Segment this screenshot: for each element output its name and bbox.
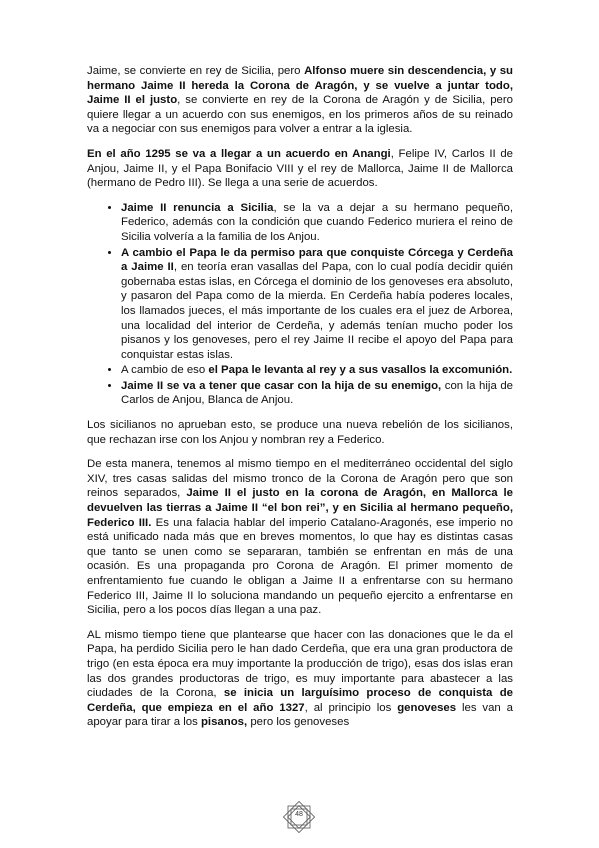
paragraph: Los sicilianos no aprueban esto, se produce una nueva rebelión de los sicilianos, que rechazan irse con los Anjou y nombran rey a Federico.	[87, 419, 513, 446]
paragraph: AL mismo tiempo tiene que plantearse que hacer con las donaciones que le da el Papa, ha perdido Sicilia pero le han dado Cerdeña, que era una gran productora de trigo (en esta época era muy importante la producción de trigo), esas dos islas eran las dos grandes productoras de trigo, es muy importante para abastecer a las ciudades de la Corona, se inicia un larguísimo proceso de conquista de Cerdeña, que empieza en el año 1327, al principio los genoveses les van a apoyar para tirar a los pisanos, pero los genoveses	[87, 628, 513, 729]
agreement-list	[87, 201, 513, 408]
intro-paragraphs	[87, 64, 513, 191]
body-paragraphs	[87, 418, 513, 730]
list-item: • Jaime II se va a tener que casar con la hija de su enemigo, con la hija de Carlos de Anjou, Blanca de Anjou.	[121, 379, 513, 408]
list-item: • Jaime II renuncia a Sicilia, se la va a dejar a su hermano pequeño, Federico, además con la condición que cuando Federico muriera el reino de Sicilia volvería a la familia de los Anjou.	[121, 201, 513, 245]
list-item: • A cambio de eso el Papa le levanta al rey y a sus vasallos la excomunión.	[121, 363, 513, 378]
paragraph: De esta manera, tenemos al mismo tiempo en el mediterráneo occidental del siglo XIV, tres casas salidas del mismo tronco de la Corona de Aragón pero que son reinos separados, Jaime II el justo en la corona de Aragón, en Mallorca le devuelven las tierras a Jaime II “el bon rei”, y en Sicilia al hermano pequeño, Federico III. Es una falacia hablar del imperio Catalano-Aragonés, ese imperio no está unificado nada más que en breves momentos, lo que hay es distintas casas que tanto se unen como se separaran, también se enfrentan en más de una ocasión. Es una propaganda pro Corona de Aragón. El primer momento de enfrentamiento fue cuando le obligan a Jaime II a enfrentarse con su hermano Federico III, Jaime II lo soluciona mandando un pequeño ejercito a enfrentarse en Sicilia, pero a los pocos días llegan a una paz.	[87, 458, 513, 617]
paragraph: En el año 1295 se va a llegar a un acuerdo en Anangi, Felipe IV, Carlos II de Anjou, Jaime II, y el Papa Bonifacio VIII y el rey de Mallorca, Jaime II de Mallorca (hermano de Pedro III). Se llega a una serie de acuerdos.	[87, 147, 514, 190]
page-number: 48	[295, 811, 303, 818]
paragraph: Jaime, se convierte en rey de Sicilia, pero Alfonso muere sin descendencia, y su hermano Jaime II hereda la Corona de Aragón, y se vuelve a juntar todo, Jaime II el justo, se convierte en rey de la Corona de Aragón y de Sicilia, pero quiere llegar a un acuerdo con sus enemigos, en los primeros años de su reinado va a negociar con sus enemigos para volver a entrar a la iglesia.	[87, 65, 513, 136]
page-number-ornament	[279, 797, 319, 837]
list-item: • A cambio el Papa le da permiso para que conquiste Córcega y Cerdeña a Jaime II, en teoría eran vasallas del Papa, con lo cual podía decidir quién gobernaba estas islas, en Córcega el dominio de los genoveses era absoluto, y pasaron del Papa como de la mierda. En Cerdeña había poderes locales, los llamados jueces, el más importante de los cuales era el juez de Arborea, una localidad del interior de Cerdeña, y además tenían mucho poder los pisanos y los genoveses, pero el rey Jaime II recibe el apoyo del Papa para conquistar estas islas.	[121, 246, 513, 363]
document-body	[87, 64, 513, 740]
